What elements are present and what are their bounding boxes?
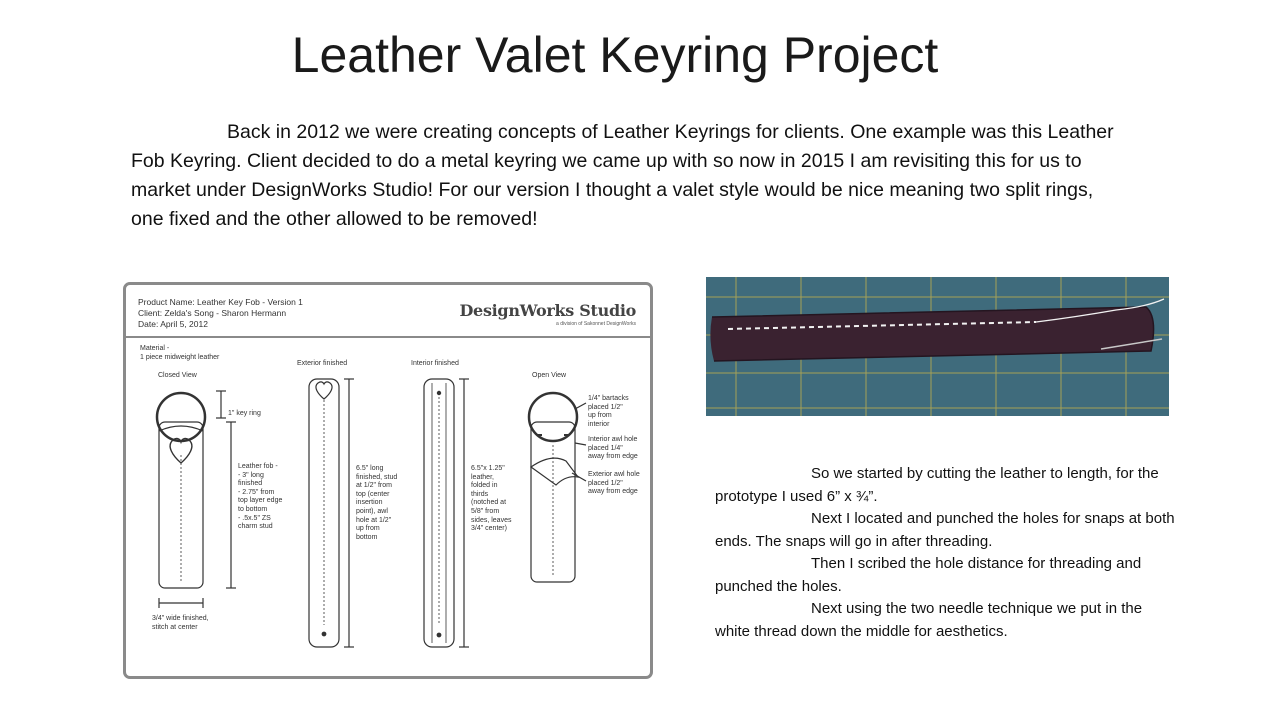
brand-subtitle: a division of Sakonnet DesignWorks	[556, 321, 636, 327]
steps-text	[715, 463, 1175, 643]
leather-fob-note: Leather fob - - 3" long finished - 2.75" from top layer edge to bottom - .5x.5" ZS charm stud	[238, 463, 283, 531]
bartacks-note: 1/4" bartacks placed 1/2" up from interior	[588, 395, 629, 428]
leather-photo	[706, 277, 1169, 416]
fob-drawings	[126, 285, 650, 676]
exterior-awl-hole	[322, 632, 326, 636]
step-3: Then I scribed the hole distance for threading and punched the holes.	[715, 555, 1142, 595]
exterior-note: 6.5" long finished, stud at 1/2" from top (center insertion point), awl hole at 1/2" up from bottom	[356, 465, 398, 541]
intro-text	[131, 118, 1121, 234]
interior-finished-label: Interior finished	[411, 360, 459, 367]
spec-date: Date: April 5, 2012	[138, 319, 208, 329]
material-label: Material - 1 piece midweight leather	[140, 345, 220, 361]
slide-title: Leather Valet Keyring Project	[291, 27, 939, 83]
brand-name: DesignWorks Studio	[459, 301, 636, 320]
fob-open-flap	[531, 458, 578, 485]
step-4: Next using the two needle technique we put in the white thread down the middle for aesthetics.	[715, 600, 1143, 640]
client-name: Client: Zelda's Song - Sharon Hermann	[138, 308, 287, 318]
exterior-finished-label: Exterior finished	[297, 360, 348, 367]
key-ring-open	[529, 393, 577, 441]
interior-note: 6.5"x 1.25" leather, folded in thirds (notched at 5/8" from sides, leaves 3/4" center)	[471, 465, 512, 533]
spec-sheet	[123, 282, 653, 679]
closed-view-label: Closed View	[158, 372, 197, 379]
open-view-label: Open View	[532, 372, 567, 379]
product-name: Product Name: Leather Key Fob - Version 1	[138, 297, 303, 307]
exterior-awl-note: Exterior awl hole placed 1/2" away from edge	[588, 471, 640, 496]
step-2: Next I located and punched the holes for snaps at both ends. The snaps will go in after threading.	[715, 510, 1175, 550]
intro-paragraph: Back in 2012 we were creating concepts of Leather Keyrings for clients. One example was this Leather Fob Keyring. Client decided to do a metal keyring we came up with so now in 2015 I am revisiting this for us to market under DesignWorks Studio! For our version I thought a valet style would be nice meaning two split rings, one fixed and the other allowed to be removed!	[131, 121, 1114, 230]
fob-closed-top	[159, 426, 203, 431]
step-1: So we started by cutting the leather to length, for the prototype I used 6” x ¾”.	[715, 465, 1159, 505]
width-note: 3/4" wide finished, stitch at center	[152, 615, 209, 631]
key-ring-closed	[157, 393, 205, 441]
key-ring-note: 1" key ring	[228, 410, 261, 417]
interior-awl-note: Interior awl hole placed 1/4" away from edge	[588, 436, 638, 461]
heart-charm-exterior	[316, 382, 332, 399]
